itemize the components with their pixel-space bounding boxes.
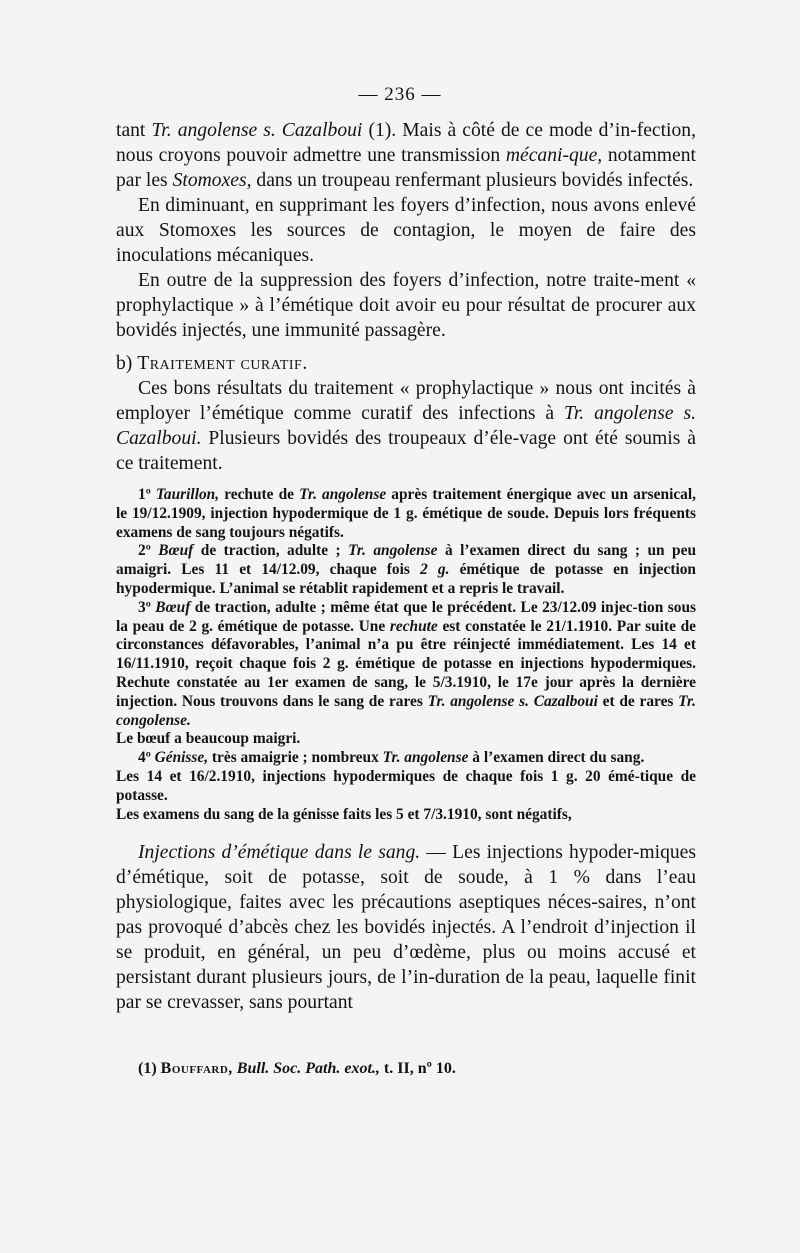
case-4-results: Les examens du sang de la génisse faits les 5 et 7/3.1910, sont négatifs, [116, 805, 572, 823]
subsection-title: Injections d’émétique dans le sang. [138, 842, 421, 864]
text-run: — Les injections hypoder-miques d’émétique, soit de potasse, soit de soude, à 1 % dans l’eau physiologique, faites avec les précautions aseptiques néces-saires, n’ont pas provoqué d’abcès chez les bovidés injectés. A l’endroit d’injection il se produit, en général, un peu d’œdème, plus ou moins accusé et persistant durant plusieurs jours, de l’in-duration de la peau, laquelle finit par se crevasser, sans pourtant [116, 842, 696, 1014]
text-run: tant [116, 120, 152, 141]
paragraph-2: En diminuant, en supprimant les foyers d’infection, nous avons enlevé aux Stomoxes les sources de contagion, le moyen de faire des inoculations mécaniques. [116, 195, 696, 266]
text-run: de traction, adulte ; même état que le précédent. Le 23/12.09 injec-tion sous la peau de 2 g. émétique de potasse. Une [116, 598, 696, 635]
footnote-volume: t. II, nº 10. [379, 1060, 456, 1077]
text-run: Plusieurs bovidés des troupeaux d’éle-vage ont été soumis à ce traitement. [116, 428, 696, 474]
footnote [116, 1060, 696, 1078]
species-name: Tr. angolense s. Cazalboui. [116, 403, 696, 449]
case-1 [116, 486, 696, 542]
paragraph-5 [116, 840, 696, 1015]
text-run: (1). Mais à côté de ce mode d’in-fection, nous croyons pouvoir admettre une transmission [116, 120, 696, 166]
heading-prefix: b) [116, 353, 138, 374]
text-run: dans un troupeau renfermant plusieurs bovidés infectés. [251, 170, 694, 191]
page-number: — 236 — [358, 84, 442, 105]
case-title: Bœuf [155, 598, 191, 616]
species-name: Tr. angolense [382, 749, 469, 767]
footnote-author: Bouffard, [160, 1060, 233, 1077]
emphasis: rechute [389, 617, 438, 635]
species-name: Tr. angolense s. Cazalboui [151, 120, 363, 141]
paragraph-3: En outre de la suppression des foyers d’infection, notre traite-ment « prophylactique » à l’émétique doit avoir eu pour résultat de procurer aux bovidés injectés, une immunité passagère. [116, 270, 696, 341]
case-title: Génisse, [154, 749, 209, 767]
section-heading [116, 351, 696, 376]
case-3 [116, 599, 696, 731]
paragraph-1 [116, 118, 696, 193]
case-list [116, 486, 696, 824]
body-text [116, 118, 696, 1015]
species-name: Tr. congolense. [116, 692, 696, 729]
case-number: 2º [138, 542, 159, 560]
heading-title: Traitement curatif. [137, 353, 308, 374]
footnote-marker: (1) [138, 1060, 161, 1077]
case-number: 1º [138, 486, 156, 503]
case-2 [116, 542, 696, 598]
text-run: et de rares [597, 692, 679, 710]
paragraph-4 [116, 376, 696, 476]
case-number: 3º [138, 598, 156, 616]
text-run: de traction, adulte ; [193, 542, 349, 560]
text-run: notamment par les [116, 145, 696, 191]
text-run: après traitement énergique avec un arsenical, le 19/12.1909, injection hypodermique de 1 g. émétique de soude. Depuis lors fréquents examens de sang toujours négatifs. [116, 486, 696, 541]
case-4-injections: Les 14 et 16/2.1910, injections hypodermiques de chaque fois 1 g. 20 émé-tique de potasse. [116, 767, 696, 804]
text-run: est constatée le 21/1.1910. Par suite de circonstances défavorables, l’animal n’a pu être réinjecté immédiatement. Les 14 et 16/11.1910, reçoit chaque fois 2 g. émétique de potasse en injections hypodermiques. Rechute constatée au 1er examen de sang, le 5/3.1910, le 17e jour après la dernière injection. Nous trouvons dans le sang de rares [116, 617, 696, 710]
emphasis: mécani-que, [505, 145, 603, 166]
dose: 2 g. [420, 561, 450, 579]
text-run: à l’examen direct du sang. [468, 749, 645, 767]
species-name: Tr. angolense s. Cazalboui [427, 692, 598, 710]
case-title: Bœuf [158, 542, 194, 560]
text-run: rechute de [219, 486, 300, 503]
text-run: à l’examen direct du sang ; un peu amaigri. Les 11 et 14/12.09, chaque fois [116, 542, 697, 579]
genus-name: Stomoxes, [172, 170, 252, 191]
case-title: Taurillon, [155, 486, 220, 503]
text-run: émétique de potasse en injection hypodermique. L’animal se rétablit rapidement et a repris le travail. [116, 561, 696, 597]
case-4 [116, 749, 696, 768]
case-3-note: Le bœuf a beaucoup maigri. [116, 730, 301, 748]
species-name: Tr. angolense [348, 542, 438, 560]
case-number: 4º [138, 749, 155, 767]
text-run: très amaigrie ; nombreux [208, 749, 383, 767]
species-name: Tr. angolense [299, 486, 387, 503]
footnote-journal: Bull. Soc. Path. exot., [236, 1060, 380, 1077]
text-run: Ces bons résultats du traitement « prophylactique » nous ont incités à employer l’émétique comme curatif des infections à [116, 378, 696, 424]
